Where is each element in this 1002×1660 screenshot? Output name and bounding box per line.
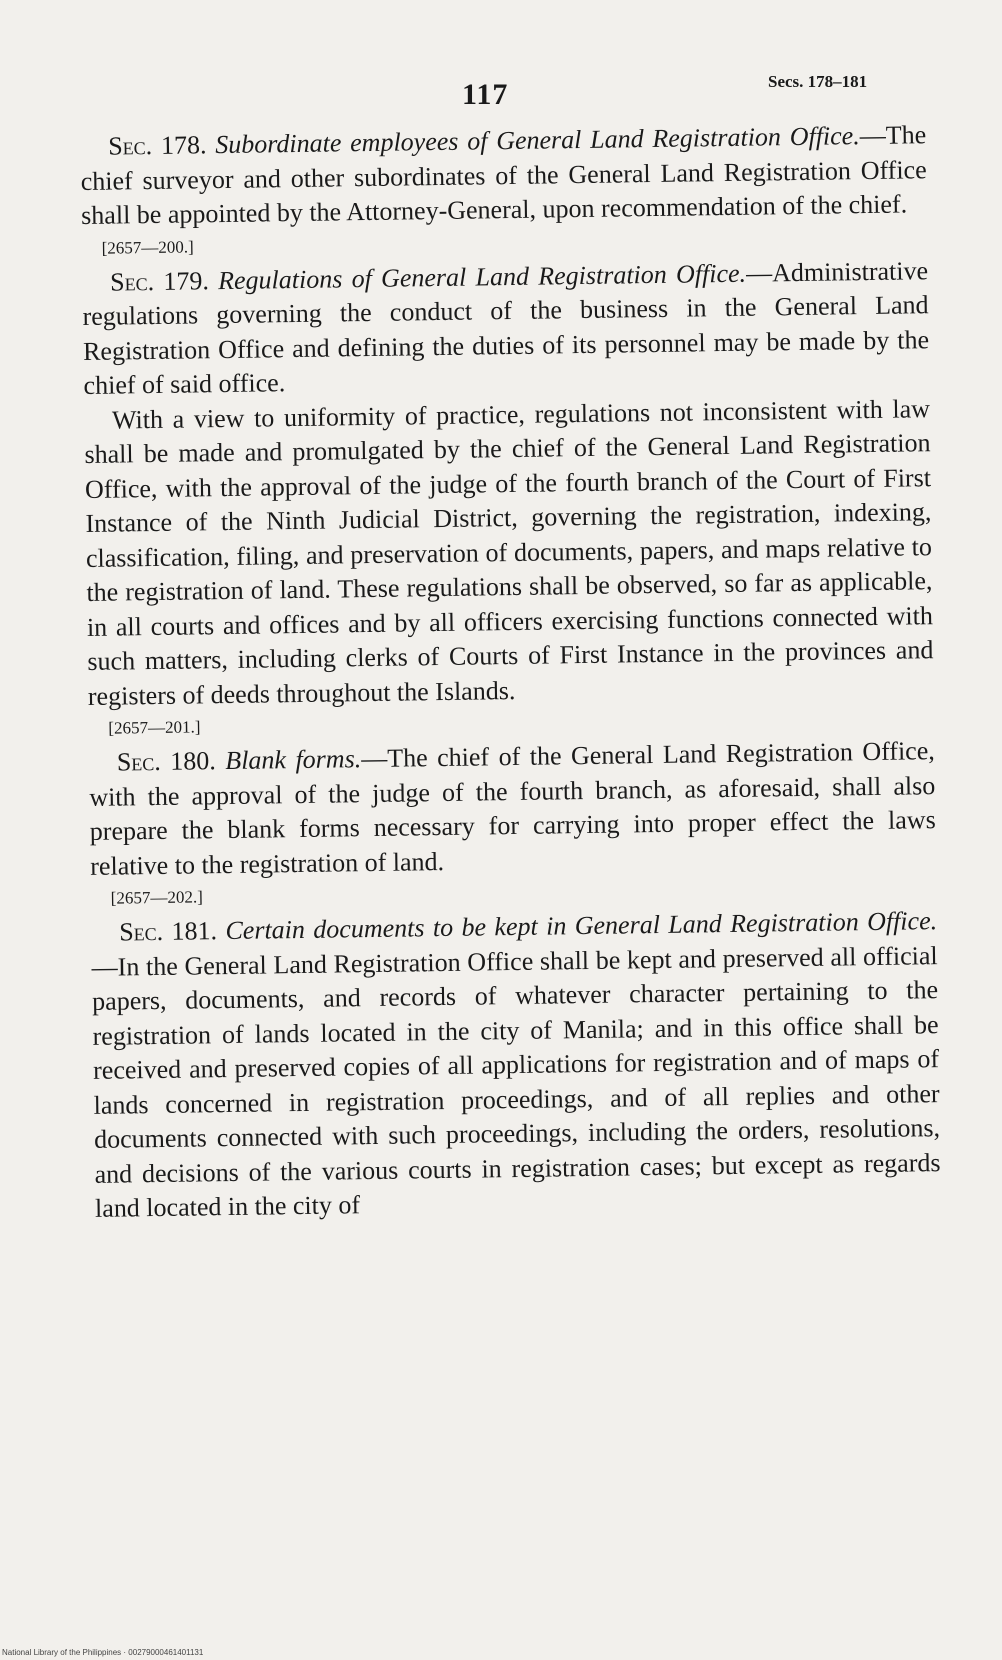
section-text: —The chief of the General Land Registration Office, with the approval of the judge of the fourth branch, as aforesaid, shall also prepare the blank forms necessary for carrying into proper effect the laws relative to the registration of land.: [89, 736, 936, 881]
section-heading: Certain documents to be kept in General Land Registration Office.: [225, 906, 938, 946]
section-number: Sec. 181.: [118, 916, 218, 947]
section-heading: Subordinate employees of General Land Registration Office.: [215, 121, 860, 160]
section-number: Sec. 178.: [108, 130, 207, 161]
running-head-sections: Secs. 178–181: [768, 72, 868, 91]
section-heading: Regulations of General Land Registration Office.: [217, 258, 747, 295]
citation: [2657—200.]: [101, 236, 194, 258]
citation: [2657—201.]: [108, 717, 201, 738]
section-number: Sec. 179.: [109, 265, 210, 297]
section-179-continued: [84, 392, 934, 714]
page-number: 117: [462, 78, 509, 111]
section-text: —In the General Land Registration Office shall be kept and preserved all official papers, documents, and records of whatever character pertaining to the registration of lands located in the city of Manila; and in this office shall be received and preserved copies of all applications for registration and of maps of lands concerned in registration proceedings, and of all replies and other documents connected with such proceedings, including the orders, resolutions, and decisions of the various courts in registration cases; but except as regards land located in the city of: [91, 940, 941, 1223]
section-text: With a view to uniformity of practice, regulations not inconsistent with law shall be made and promulgated by the chief of the General Land Registration Office, with the approval of the judge of the fourth branch of the Court of First Instance of the Ninth Judicial District, governing the registration, indexing, classification, filing, and preservation of documents, papers, and maps relative to the registration of land. These regulations shall be observed, so far as applicable, in all courts and offices and by all officers exercising functions connected with such matters, including clerks of Courts of First Instance in the provinces and registers of deeds throughout the Islands.: [84, 393, 934, 711]
section-heading: Blank forms.: [225, 744, 362, 776]
citation: [2657—202.]: [110, 887, 203, 908]
section-number: Sec. 180.: [116, 746, 217, 777]
section-text: —Administrative regulations governing the conduct of the business in the General Land Registration Office and defining the duties of its personnel may be made by the chief of said office.: [82, 255, 930, 400]
section-178: [80, 118, 927, 233]
section-text: —The chief surveyor and other subordinates of the General Land Registration Office shall be appointed by the Attorney-General, upon recommendation of the chief.: [80, 120, 927, 230]
section-181: [91, 904, 941, 1226]
section-180: [89, 734, 937, 884]
section-179: [82, 254, 930, 404]
page-body: [80, 118, 941, 1226]
library-stamp: National Library of the Philippines · 00279000461401131: [2, 1648, 204, 1657]
